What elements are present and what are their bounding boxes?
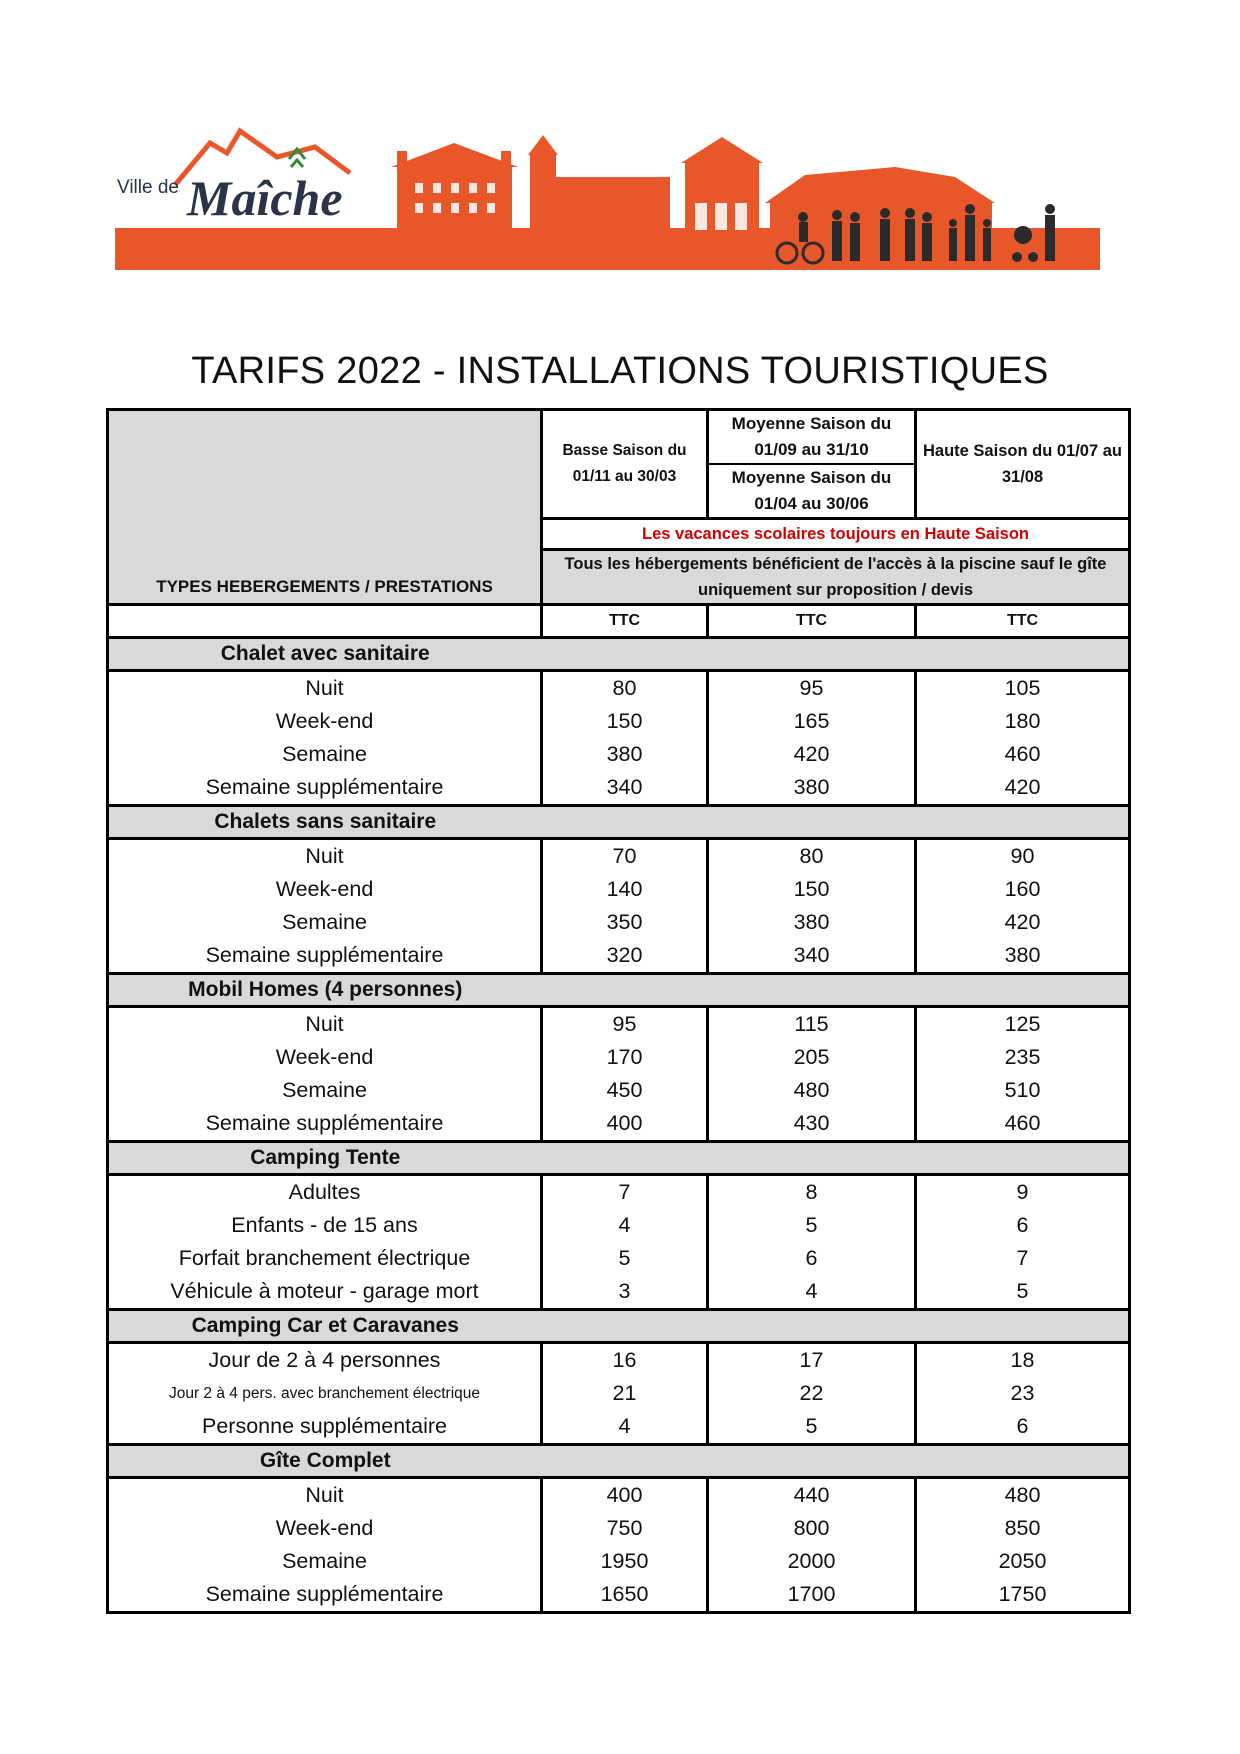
tariff-price: 430 xyxy=(708,1107,916,1142)
tariff-price: 4 xyxy=(542,1209,708,1242)
tariff-row xyxy=(108,705,1130,738)
tariff-label: Semaine supplémentaire xyxy=(108,1107,542,1142)
tariff-price: 440 xyxy=(708,1478,916,1513)
tariff-price: 90 xyxy=(1010,844,1035,868)
vacances-note: Les vacances scolaires toujours en Haute Saison xyxy=(542,519,1130,550)
tariff-price: 380 xyxy=(1004,943,1041,967)
tariff-row xyxy=(108,1478,1130,1513)
tariff-label: Semaine xyxy=(108,738,542,771)
tariff-label: Nuit xyxy=(108,671,542,706)
tariff-price: 150 xyxy=(708,873,916,906)
tariff-price: 450 xyxy=(542,1074,708,1107)
tariff-price: 21 xyxy=(542,1377,708,1410)
logo-ville-de: Ville de xyxy=(117,177,179,198)
tariff-label: Semaine xyxy=(108,1074,542,1107)
tariff-price: 460 xyxy=(1004,742,1041,766)
tariff-row xyxy=(108,1007,1130,1042)
tariff-price: 5 xyxy=(708,1410,916,1445)
tariff-price: 180 xyxy=(1004,709,1041,733)
section-header-row xyxy=(108,806,1130,839)
tariff-price: 95 xyxy=(708,671,916,706)
tariff-price: 480 xyxy=(1004,1483,1041,1507)
tariff-price: 9 xyxy=(1016,1180,1029,1204)
tariff-price: 16 xyxy=(542,1343,708,1378)
tariff-price: 6 xyxy=(1016,1213,1029,1237)
section-filler xyxy=(542,806,1130,839)
tariff-price: 7 xyxy=(1016,1246,1029,1270)
tariff-row xyxy=(108,873,1130,906)
moyenne-saison-header-2: Moyenne Saison du 01/04 au 30/06 xyxy=(708,464,916,519)
tariff-price: 115 xyxy=(708,1007,916,1042)
tariff-price: 125 xyxy=(1004,1012,1041,1036)
tariff-price: 6 xyxy=(1016,1414,1029,1438)
tariff-label: Semaine supplémentaire xyxy=(108,771,542,806)
tariff-row xyxy=(108,1107,1130,1142)
tariff-label: Jour 2 à 4 pers. avec branchement électrique xyxy=(108,1377,542,1410)
tariff-price: 18 xyxy=(1010,1348,1035,1372)
tariff-price: 380 xyxy=(708,771,916,806)
tariff-price: 4 xyxy=(542,1410,708,1445)
section-title: Camping Tente xyxy=(108,1142,542,1175)
tariff-price: 4 xyxy=(708,1275,916,1310)
tariff-label: Semaine xyxy=(108,906,542,939)
tariff-label: Week-end xyxy=(108,705,542,738)
tariff-price: 1950 xyxy=(542,1545,708,1578)
tariff-price: 140 xyxy=(542,873,708,906)
types-header: TYPES HEBERGEMENTS / PRESTATIONS xyxy=(108,410,542,605)
tariff-price: 340 xyxy=(708,939,916,974)
tariff-row xyxy=(108,1377,1130,1410)
tariff-row xyxy=(108,1041,1130,1074)
tariff-label: Forfait branchement électrique xyxy=(108,1242,542,1275)
ttc-blank-cell xyxy=(108,605,542,638)
tariff-price: 380 xyxy=(542,738,708,771)
section-header-row xyxy=(108,638,1130,671)
tariff-price: 420 xyxy=(708,738,916,771)
sections-body xyxy=(108,638,1130,1613)
section-header-row xyxy=(108,1310,1130,1343)
tariff-price: 420 xyxy=(1004,910,1041,934)
tariff-price: 17 xyxy=(708,1343,916,1378)
section-title: Chalets sans sanitaire xyxy=(108,806,542,839)
tariff-row xyxy=(108,738,1130,771)
tariff-price: 3 xyxy=(542,1275,708,1310)
section-header-row xyxy=(108,974,1130,1007)
tariff-price: 23 xyxy=(1010,1381,1035,1405)
tariff-row xyxy=(108,1410,1130,1445)
tariff-row xyxy=(108,771,1130,806)
tariff-label: Week-end xyxy=(108,1512,542,1545)
tariff-row xyxy=(108,1209,1130,1242)
tariff-price: 235 xyxy=(1004,1045,1041,1069)
tariff-price: 5 xyxy=(1016,1279,1029,1303)
tariff-price: 2000 xyxy=(708,1545,916,1578)
tariff-label: Week-end xyxy=(108,873,542,906)
section-filler xyxy=(542,1142,1130,1175)
haute-saison-header: Haute Saison du 01/07 au 31/08 xyxy=(916,410,1130,519)
tariff-price: 350 xyxy=(542,906,708,939)
tariffs-table xyxy=(106,408,1131,1614)
tariff-label: Personne supplémentaire xyxy=(108,1410,542,1445)
tariff-price: 420 xyxy=(1004,775,1041,799)
tariff-label: Jour de 2 à 4 personnes xyxy=(108,1343,542,1378)
tariff-price: 5 xyxy=(542,1242,708,1275)
section-filler xyxy=(542,638,1130,671)
tariff-price: 400 xyxy=(542,1107,708,1142)
tariff-price: 1650 xyxy=(542,1578,708,1613)
tariff-price: 205 xyxy=(708,1041,916,1074)
tariff-price: 7 xyxy=(542,1175,708,1210)
tariff-price: 70 xyxy=(542,839,708,874)
tariff-row xyxy=(108,939,1130,974)
section-filler xyxy=(542,1445,1130,1478)
ttc-label: TTC xyxy=(708,605,916,638)
section-filler xyxy=(542,1310,1130,1343)
tariff-row xyxy=(108,1275,1130,1310)
tariff-label: Semaine supplémentaire xyxy=(108,1578,542,1613)
tariff-price: 8 xyxy=(708,1175,916,1210)
tariff-row xyxy=(108,1545,1130,1578)
logo-maiche: Maîche xyxy=(187,170,343,226)
tariff-price: 160 xyxy=(1004,877,1041,901)
tariff-label: Nuit xyxy=(108,1478,542,1513)
section-header-row xyxy=(108,1142,1130,1175)
section-title: Gîte Complet xyxy=(108,1445,542,1478)
tariff-price: 95 xyxy=(542,1007,708,1042)
tariff-row xyxy=(108,906,1130,939)
tariff-price: 340 xyxy=(542,771,708,806)
ttc-label: TTC xyxy=(916,605,1130,638)
tariff-row xyxy=(108,1175,1130,1210)
tariff-price: 105 xyxy=(1004,676,1041,700)
tariff-price: 165 xyxy=(708,705,916,738)
section-title: Mobil Homes (4 personnes) xyxy=(108,974,542,1007)
ville-de-maiche-banner xyxy=(115,125,1100,270)
tariff-price: 850 xyxy=(1004,1516,1041,1540)
tariff-label: Nuit xyxy=(108,1007,542,1042)
tariff-label: Enfants - de 15 ans xyxy=(108,1209,542,1242)
town-silhouette xyxy=(391,135,995,230)
tariff-label: Véhicule à moteur - garage mort xyxy=(108,1275,542,1310)
tariff-label: Week-end xyxy=(108,1041,542,1074)
tariff-label: Adultes xyxy=(108,1175,542,1210)
tariff-price: 22 xyxy=(708,1377,916,1410)
tariff-price: 150 xyxy=(542,705,708,738)
tariff-price: 170 xyxy=(542,1041,708,1074)
piscine-note: Tous les hébergements bénéficient de l'accès à la piscine sauf le gîte uniquement sur proposition / devis xyxy=(542,550,1130,605)
tariff-price: 1750 xyxy=(998,1582,1047,1606)
page-title: TARIFS 2022 - INSTALLATIONS TOURISTIQUES xyxy=(191,350,1049,392)
tariff-price: 2050 xyxy=(998,1549,1047,1573)
tariff-row xyxy=(108,1343,1130,1378)
section-title: Chalet avec sanitaire xyxy=(108,638,542,671)
tariff-row xyxy=(108,671,1130,706)
ttc-row xyxy=(108,605,1130,638)
tariff-price: 510 xyxy=(1004,1078,1041,1102)
tariff-label: Nuit xyxy=(108,839,542,874)
tariff-price: 5 xyxy=(708,1209,916,1242)
tariff-price: 1700 xyxy=(708,1578,916,1613)
tariff-label: Semaine xyxy=(108,1545,542,1578)
tariff-label: Semaine supplémentaire xyxy=(108,939,542,974)
tariff-price: 800 xyxy=(708,1512,916,1545)
tariff-row xyxy=(108,839,1130,874)
section-header-row xyxy=(108,1445,1130,1478)
tariff-row xyxy=(108,1512,1130,1545)
tariff-row xyxy=(108,1074,1130,1107)
tariff-price: 460 xyxy=(1004,1111,1041,1135)
section-filler xyxy=(542,974,1130,1007)
ttc-label: TTC xyxy=(542,605,708,638)
tariff-price: 400 xyxy=(542,1478,708,1513)
tariff-price: 320 xyxy=(542,939,708,974)
tariff-price: 6 xyxy=(708,1242,916,1275)
moyenne-saison-header-1: Moyenne Saison du 01/09 au 31/10 xyxy=(708,410,916,465)
tariff-row xyxy=(108,1242,1130,1275)
tariff-price: 480 xyxy=(708,1074,916,1107)
tariff-price: 80 xyxy=(542,671,708,706)
tariff-price: 380 xyxy=(708,906,916,939)
tariff-row xyxy=(108,1578,1130,1613)
section-title: Camping Car et Caravanes xyxy=(108,1310,542,1343)
tariff-price: 750 xyxy=(542,1512,708,1545)
tariff-price: 80 xyxy=(708,839,916,874)
basse-saison-header: Basse Saison du 01/11 au 30/03 xyxy=(542,410,708,519)
